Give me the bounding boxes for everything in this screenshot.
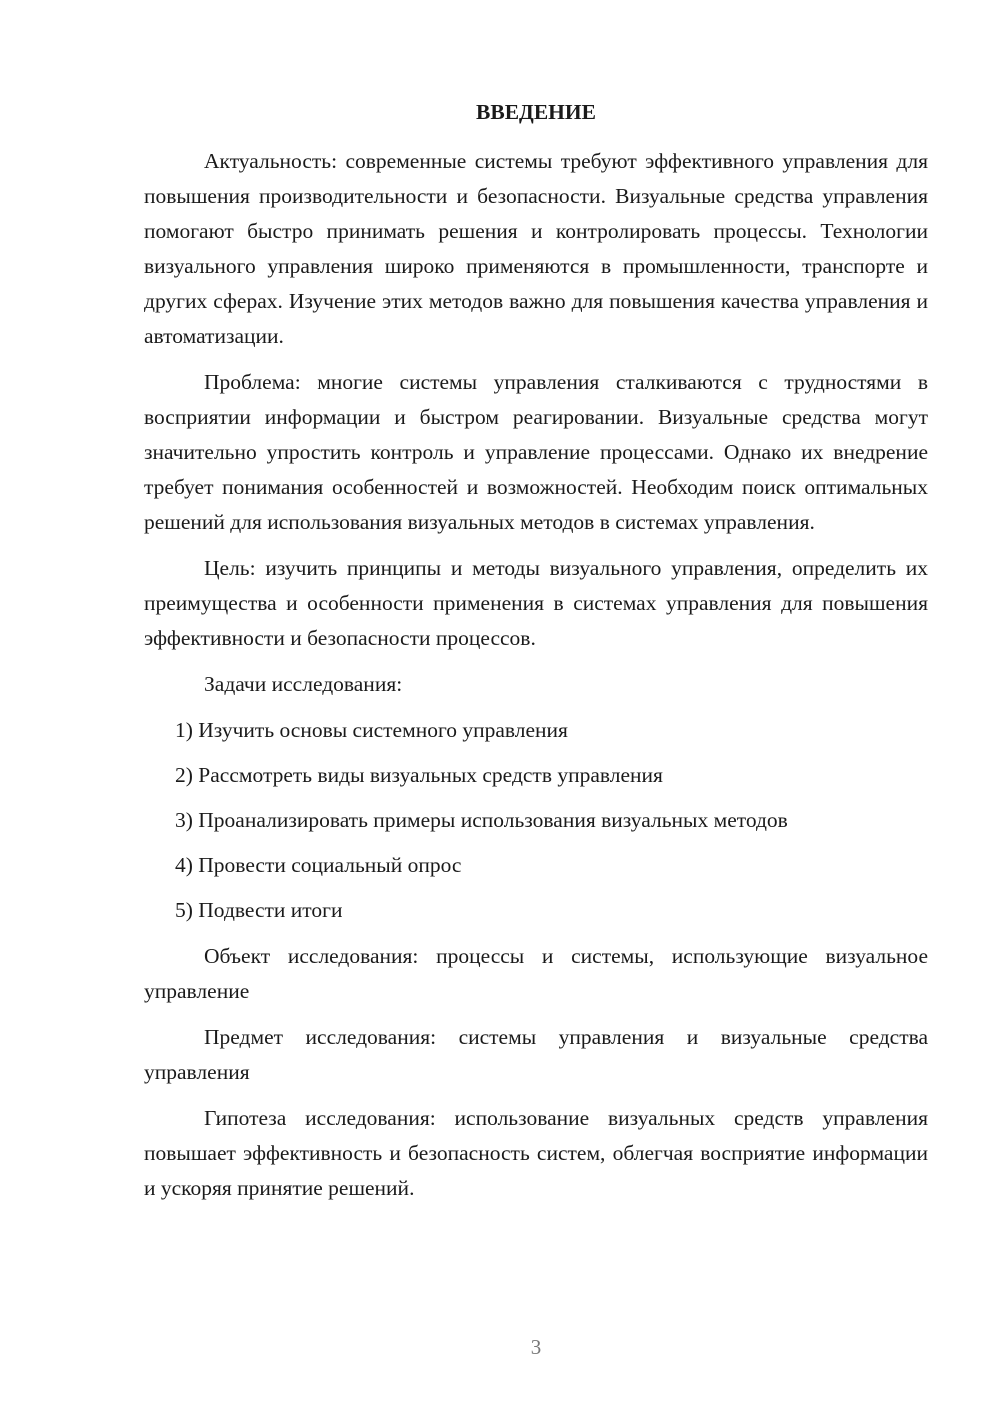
paragraph-relevance: Актуальность: современные системы требуют эффективного управления для повышения производительности и безопасности. Визуальные средства управления помогают быстро принимать решения и контролировать процессы. Технологии визуального управления широко применяются в промышленности, транспорте и других сферах. Изучение этих методов важно для повышения качества управления и автоматизации. <box>144 149 928 348</box>
paragraph-problem: Проблема: многие системы управления сталкиваются с трудностями в восприятии информации и быстром реагировании. Визуальные средства могут значительно упростить контроль и управление процессами. Однако их внедрение требует понимания особенностей и возможностей. Необходим поиск оптимальных решений для использования визуальных методов в системах управления. <box>144 370 928 534</box>
list-item: 1) Изучить основы системного управления <box>175 718 568 742</box>
tasks-heading: Задачи исследования: <box>204 672 403 696</box>
list-item: 5) Подвести итоги <box>175 898 343 922</box>
paragraph-object: Объект исследования: процессы и системы, использующие визуальное управление <box>144 944 928 1003</box>
task-list <box>144 713 928 928</box>
document-page <box>144 98 928 1217</box>
list-item: 3) Проанализировать примеры использования визуальных методов <box>175 808 788 832</box>
list-item: 4) Провести социальный опрос <box>175 853 462 877</box>
paragraph-hypothesis: Гипотеза исследования: использование визуальных средств управления повышает эффективность и безопасность систем, облегчая восприятие информации и ускоряя принятие решений. <box>144 1106 928 1200</box>
paragraph-subject: Предмет исследования: системы управления и визуальные средства управления <box>144 1025 928 1084</box>
page-number: 3 <box>530 1335 542 1359</box>
list-item: 2) Рассмотреть виды визуальных средств управления <box>175 763 663 787</box>
paragraph-goal: Цель: изучить принципы и методы визуального управления, определить их преимущества и особенности применения в системах управления для повышения эффективности и безопасности процессов. <box>144 556 928 650</box>
page-title: ВВЕДЕНИЕ <box>476 100 596 124</box>
